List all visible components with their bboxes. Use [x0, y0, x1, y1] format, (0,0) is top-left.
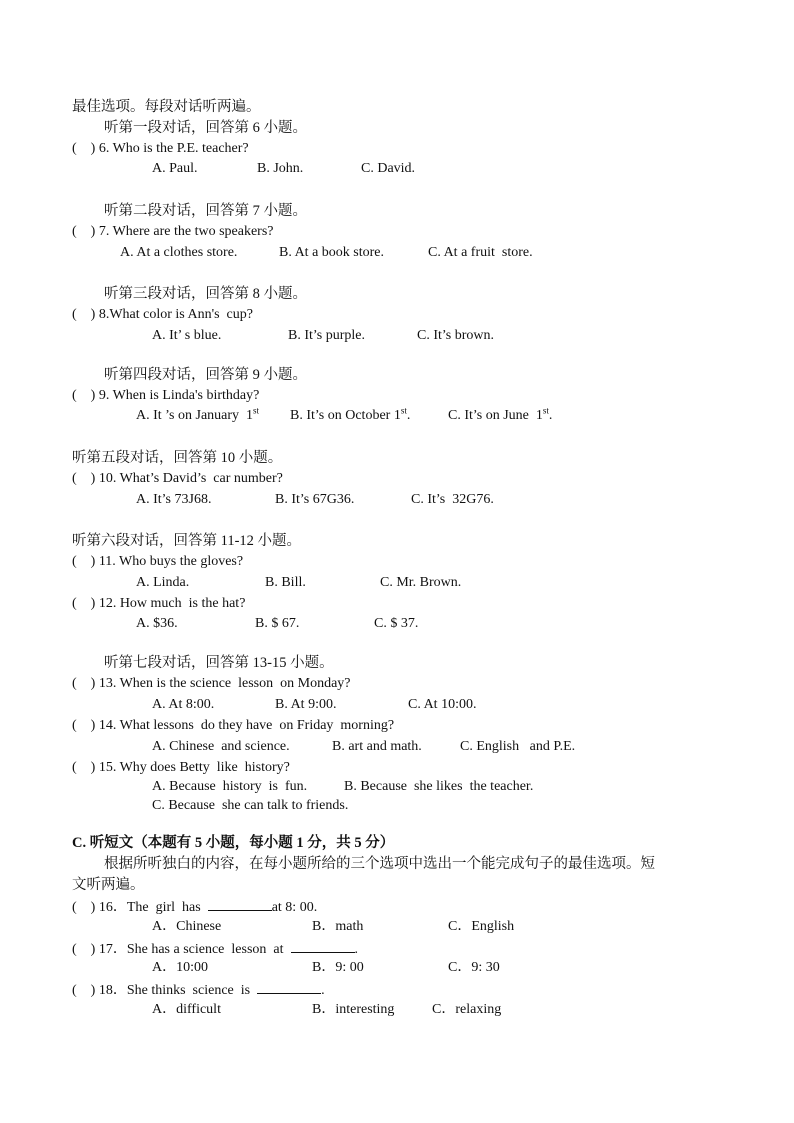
option-14a: A. Chinese and science.: [152, 739, 290, 754]
option-10a: A. It’s 73J68.: [136, 492, 212, 507]
option-18c: C．relaxing: [432, 1002, 502, 1017]
section-heading: 听第四段对话，回答第 9 小题。: [104, 367, 307, 383]
option-15b: B. Because she likes the teacher.: [344, 779, 534, 794]
option-9a: A. It ’s on January 1st: [136, 405, 260, 423]
section-heading: 听第五段对话，回答第 10 小题。: [72, 450, 283, 466]
question-11: ( ) 11. Who buys the gloves?: [72, 554, 244, 569]
option-9c: C. It’s on June 1st.: [448, 405, 553, 423]
option-12b: B. $ 67.: [255, 616, 300, 631]
option-17c: C．9: 30: [448, 960, 500, 975]
option-16a: A．Chinese: [152, 919, 222, 934]
option-13c: C. At 10:00.: [408, 697, 477, 712]
option-7c: C. At a fruit store.: [428, 245, 533, 260]
section-heading: 听第二段对话，回答第 7 小题。: [104, 203, 307, 219]
question-15: ( ) 15. Why does Betty like history?: [72, 760, 290, 775]
option-16c: C．English: [448, 919, 515, 934]
option-15c: C. Because she can talk to friends.: [152, 798, 349, 813]
question-13: ( ) 13. When is the science lesson on Monday?: [72, 676, 351, 691]
question-12: ( ) 12. How much is the hat?: [72, 596, 246, 611]
option-10b: B. It’s 67G36.: [275, 492, 355, 507]
question-7: ( ) 7. Where are the two speakers?: [72, 224, 274, 239]
section-heading: 听第三段对话，回答第 8 小题。: [104, 286, 307, 302]
option-14b: B. art and math.: [332, 739, 422, 754]
section-heading: 听第六段对话，回答第 11-12 小题。: [72, 533, 302, 549]
intro-line: 最佳选项。每段对话听两遍。: [72, 99, 261, 115]
answer-blank: [291, 940, 355, 953]
option-6b: B. John.: [257, 161, 304, 176]
option-6a: A. Paul.: [152, 161, 198, 176]
question-8: ( ) 8.What color is Ann's cup?: [72, 307, 253, 322]
option-13a: A. At 8:00.: [152, 697, 215, 712]
question-10: ( ) 10. What’s David’s car number?: [72, 471, 283, 486]
option-18a: A．difficult: [152, 1002, 221, 1017]
option-11a: A. Linda.: [136, 575, 190, 590]
option-12a: A. $36.: [136, 616, 178, 631]
section-heading: 听第一段对话，回答第 6 小题。: [104, 120, 307, 136]
part-c-instructions: 根据所听独白的内容，在每小题所给的三个选项中选出一个能完成句子的最佳选项。短: [104, 856, 655, 872]
option-8c: C. It’s brown.: [417, 328, 494, 343]
part-c-instructions-cont: 文听两遍。: [72, 877, 145, 893]
option-14c: C. English and P.E.: [460, 739, 576, 754]
option-18b: B．interesting: [312, 1002, 395, 1017]
option-12c: C. $ 37.: [374, 616, 419, 631]
option-13b: B. At 9:00.: [275, 697, 337, 712]
part-c-title: C. 听短文（本题有 5 小题，每小题 1 分，共 5 分）: [72, 835, 395, 851]
answer-blank: [257, 981, 321, 994]
option-6c: C. David.: [361, 161, 416, 176]
option-17b: B．9: 00: [312, 960, 364, 975]
option-7a: A. At a clothes store.: [120, 245, 238, 260]
option-16b: B．math: [312, 919, 364, 934]
section-heading: 听第七段对话，回答第 13-15 小题。: [104, 655, 334, 671]
answer-blank: [208, 898, 272, 911]
option-8b: B. It’s purple.: [288, 328, 365, 343]
option-10c: C. It’s 32G76.: [411, 492, 494, 507]
option-11c: C. Mr. Brown.: [380, 575, 462, 590]
question-16: ( ) 16．The girl has at 8: 00.: [72, 900, 318, 915]
option-17a: A．10:00: [152, 960, 208, 975]
option-9b: B. It’s on October 1st.: [290, 405, 411, 423]
option-7b: B. At a book store.: [279, 245, 384, 260]
question-14: ( ) 14. What lessons do they have on Friday morning?: [72, 718, 395, 733]
question-18: ( ) 18．She thinks science is .: [72, 983, 325, 998]
question-17: ( ) 17．She has a science lesson at .: [72, 942, 358, 957]
option-11b: B. Bill.: [265, 575, 306, 590]
question-6: ( ) 6. Who is the P.E. teacher?: [72, 141, 249, 156]
option-15a: A. Because history is fun.: [152, 779, 308, 794]
question-9: ( ) 9. When is Linda's birthday?: [72, 388, 260, 403]
option-8a: A. It’ s blue.: [152, 328, 222, 343]
